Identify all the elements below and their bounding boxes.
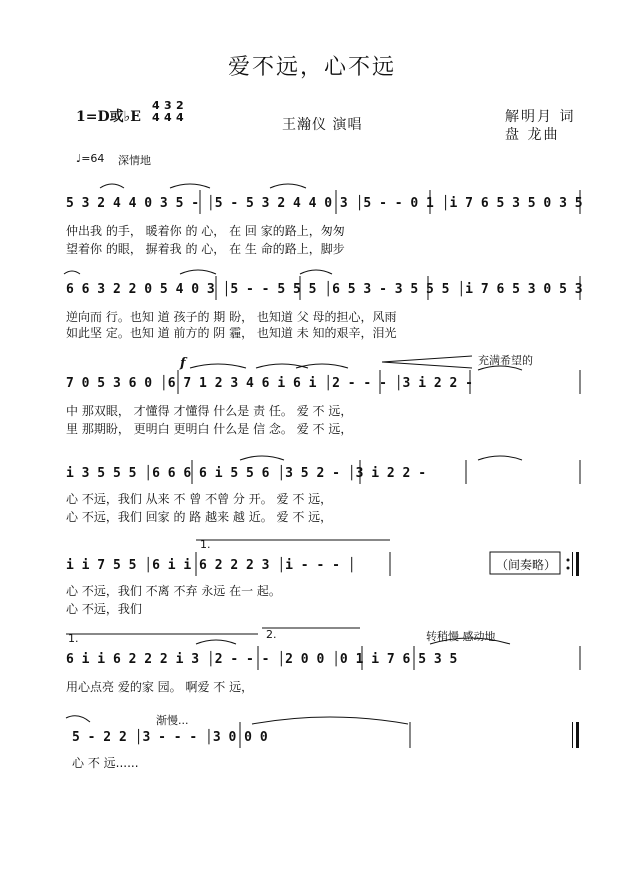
key-signature: 1=D或♭E: [76, 109, 141, 125]
lyricist: 解明月 词: [505, 109, 576, 125]
performer: 王瀚仪 演唱: [282, 117, 363, 133]
song-title: 爱不远，心不远: [227, 55, 396, 80]
lyric-system-1-verse-2: 望着你 的眼， 摒着我 的 心， 在 生 命的路上，脚步: [66, 242, 345, 256]
notes-system-1: 5 3 2 4 4 0 3 5 - │5 - 5 3 2 4 4 0 3 │5 - - 0 1 │i 7 6 5 3 5 0 3 5: [66, 196, 583, 211]
annotation-slower: 转稍慢 感动地: [426, 630, 496, 643]
tempo-mark: ♩=64: [76, 152, 105, 165]
lyric-system-1-verse-1: 仲出我 的手， 暖着你 的 心， 在 回 家的路上，匆匆: [66, 224, 345, 238]
lyric-system-7: 心 不 远......: [72, 756, 139, 770]
dynamic-forte: f: [180, 356, 186, 371]
interlude-note: （间奏略）: [496, 558, 557, 572]
lyric-system-5-verse-1: 心 不远，我们 不离 不弃 永远 在一 起。: [66, 584, 281, 598]
composer: 盘 龙曲: [505, 127, 560, 143]
expression-mark: 深情地: [118, 154, 151, 167]
notes-system-7: 5 - 2 2 │3 - - - │3 0 0 0: [72, 730, 268, 745]
lyric-system-2-verse-2: 如此坚 定。也知 道 前方的 阴 霾， 也知道 未 知的艰辛，泪光: [66, 326, 397, 340]
lyric-system-3-verse-1: 中 那双眼， 才懂得 才懂得 什么是 责 任。 爱 不 远，: [66, 404, 353, 418]
volta-1-label-b: 1.: [68, 632, 79, 645]
lyric-system-5-verse-2: 心 不远，我们: [66, 602, 142, 616]
lyric-system-4-verse-1: 心 不远，我们 从来 不 曾 不曾 分 开。 爱 不 远，: [66, 492, 333, 506]
notes-system-5: i i 7 5 5 │6 i i 6 2 2 2 3 │i - - - │: [66, 558, 356, 573]
annotation-hopeful: 充满希望的: [478, 354, 533, 367]
notes-system-3: 7 0 5 3 6 0 │6 7 1 2 3 4 6 i 6 i │2 - - - │3 i 2 2 -: [66, 376, 473, 391]
volta-2-label: 2.: [266, 628, 277, 641]
lyric-system-3-verse-2: 里 那期盼， 更明白 更明白 什么是 信 念。 爱 不 远，: [66, 422, 353, 436]
meter-2-4: 2 4: [176, 99, 184, 124]
notes-system-4: i 3 5 5 5 │6 6 6 6 i 5 5 6 │3 5 2 - │3 i 2 2 -: [66, 466, 427, 481]
volta-1-label: 1.: [200, 538, 211, 551]
meter-4-4: 4 4: [152, 99, 160, 124]
lyric-system-4-verse-2: 心 不远，我们 回家 的 路 越来 越 近。 爱 不 远，: [66, 510, 333, 524]
notes-system-2: 6 6 3 2 2 0 5 4 0 3 │5 - - 5 5 5 │6 5 3 - 3 5 5 5 │i 7 6 5 3 0 5 3: [66, 282, 583, 297]
notes-system-6: 6 i i 6 2 2 2 i 3 │2 - - - │2 0 0 │0 1 i 7 6 5 3 5: [66, 652, 458, 667]
meter-3-4: 3 4: [164, 99, 172, 124]
lyric-system-2-verse-1: 逆向而 行。也知 道 孩子的 期 盼， 也知道 父 母的担心，风雨: [66, 310, 397, 324]
lyric-system-6-verse-1: 用心点亮 爱的家 园。 啊爱 不 远，: [66, 680, 254, 694]
annotation-rit: 渐慢...: [156, 714, 189, 727]
